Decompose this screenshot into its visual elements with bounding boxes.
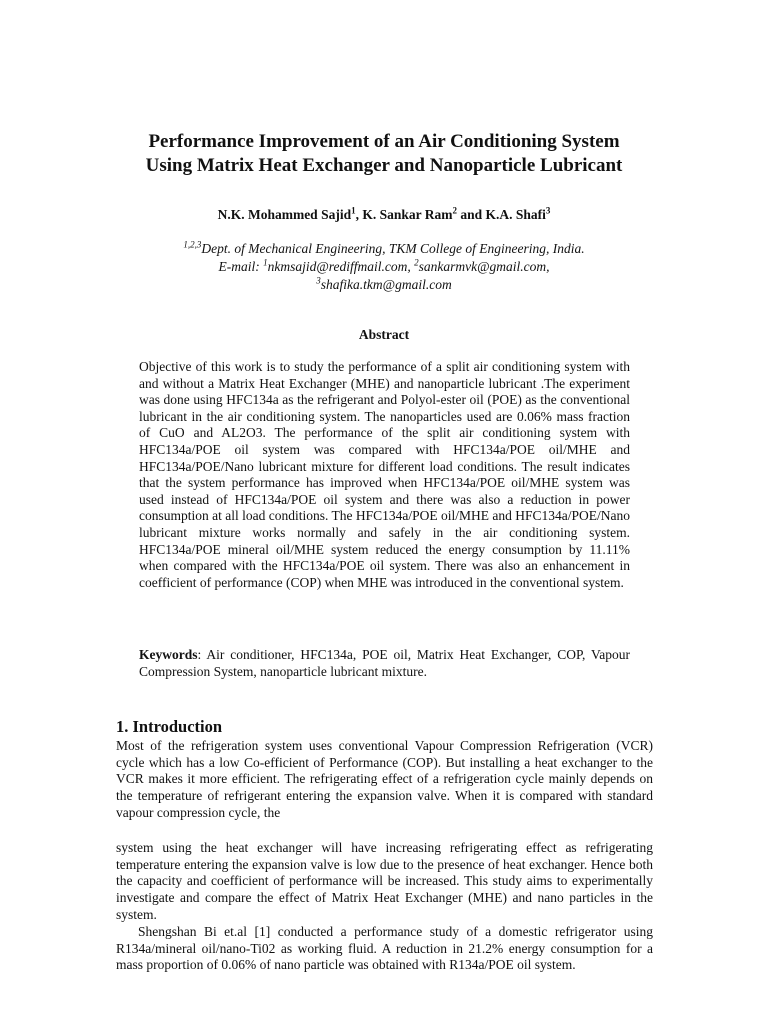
author-name: N.K. Mohammed Sajid (217, 207, 352, 222)
email-superscript: 3 (316, 275, 321, 286)
email-line (0, 276, 768, 294)
body-paragraph: Most of the refrigeration system uses conventional Vapour Compression Refrigeration (VCR) cycle which has a low Co-efficient of Performance (COP). But installing a heat exchanger to the VCR makes it more efficient. The refrigerating effect of a refrigeration cycle mainly depends on the temperature of refrigerant entering the expansion valve. When it is compared with standard vapour compression cycle, the (116, 738, 653, 820)
paper-title-line-1: Performance Improvement of an Air Conditioning System (148, 131, 620, 152)
paper-title-line-2: Using Matrix Heat Exchanger and Nanoparticle Lubricant (145, 155, 623, 176)
affiliation-block (0, 240, 768, 294)
section-heading-introduction: 1. Introduction (116, 717, 223, 736)
keywords-paragraph (139, 646, 630, 680)
abstract-heading: Abstract (358, 327, 410, 342)
body-paragraph: Shengshan Bi et.al [1] conducted a performance study of a domestic refrigerator using R134a/mineral oil/nano-Ti02 as working fluid. A reduction in 21.2% energy consumption for a mass proportion of 0.06% of nano particle was obtained with R134a/POE oil system. (116, 924, 653, 973)
author-list (0, 206, 768, 224)
body-paragraph: system using the heat exchanger will have increasing refrigerating effect as refrigerating temperature entering the expansion valve is low due to the presence of heat exchanger. Hence both the capacity and coefficient of performance will be increased. This study aims to experimentally investigate and compare the effect of Matrix Heat Exchanger (MHE) and nano particles in the system. (116, 840, 653, 922)
author-separator: , (355, 207, 363, 222)
keywords-text: : Air conditioner, HFC134a, POE oil, Matrix Heat Exchanger, COP, Vapour Compression System, nanoparticle lubricant mixture. (139, 647, 630, 679)
keywords-label: Keywords (139, 647, 198, 662)
author-name: K. Sankar Ram (362, 207, 453, 222)
email-address: sankarmvk@gmail.com, (418, 259, 550, 274)
author-separator: and (457, 207, 486, 222)
author-name: K.A. Shafi (485, 207, 546, 222)
affiliation-department: Dept. of Mechanical Engineering, TKM College of Engineering, India. (201, 241, 585, 256)
author-superscript: 3 (545, 205, 551, 216)
affiliation-superscript: 1,2,3 (183, 239, 202, 250)
email-superscript: 2 (414, 257, 419, 268)
email-line (0, 258, 768, 276)
author-superscript: 1 (351, 205, 356, 216)
paper-title (0, 130, 768, 178)
author-superscript: 2 (452, 205, 457, 216)
email-address: shafika.tkm@gmail.com (320, 277, 452, 292)
email-superscript: 1 (263, 257, 268, 268)
email-address: nkmsajid@rediffmail.com, (267, 259, 415, 274)
affiliation-line (0, 240, 768, 258)
email-prefix: E-mail: (218, 259, 264, 274)
abstract-body: Objective of this work is to study the performance of a split air conditioning system with and without a Matrix Heat Exchanger (MHE) and nanoparticle lubricant .The experiment was done using HFC134a as the refrigerant and Polyol-ester oil (POE) as the conventional lubricant in the air conditioning system. The nanoparticles used are 0.06% mass fraction of CuO and AL2O3. The performance of the split air conditioning system with HFC134a/POE oil system was compared with HFC134a/POE oil/MHE and HFC134a/POE/Nano lubricant mixture for different load conditions. The result indicates that the system performance has improved when HFC134a/POE oil/MHE system was used instead of HFC134a/POE oil system and there was also a reduction in power consumption at all load conditions. The HFC134a/POE oil/MHE and HFC134a/POE/Nano lubricant mixture works normally and safely in the air conditioning system. HFC134a/POE mineral oil/MHE system reduced the energy consumption by 11.11% when compared with the HFC134a/POE oil system. There was also an enhancement in coefficient of performance (COP) when MHE was introduced in the conventional system. (139, 359, 630, 590)
